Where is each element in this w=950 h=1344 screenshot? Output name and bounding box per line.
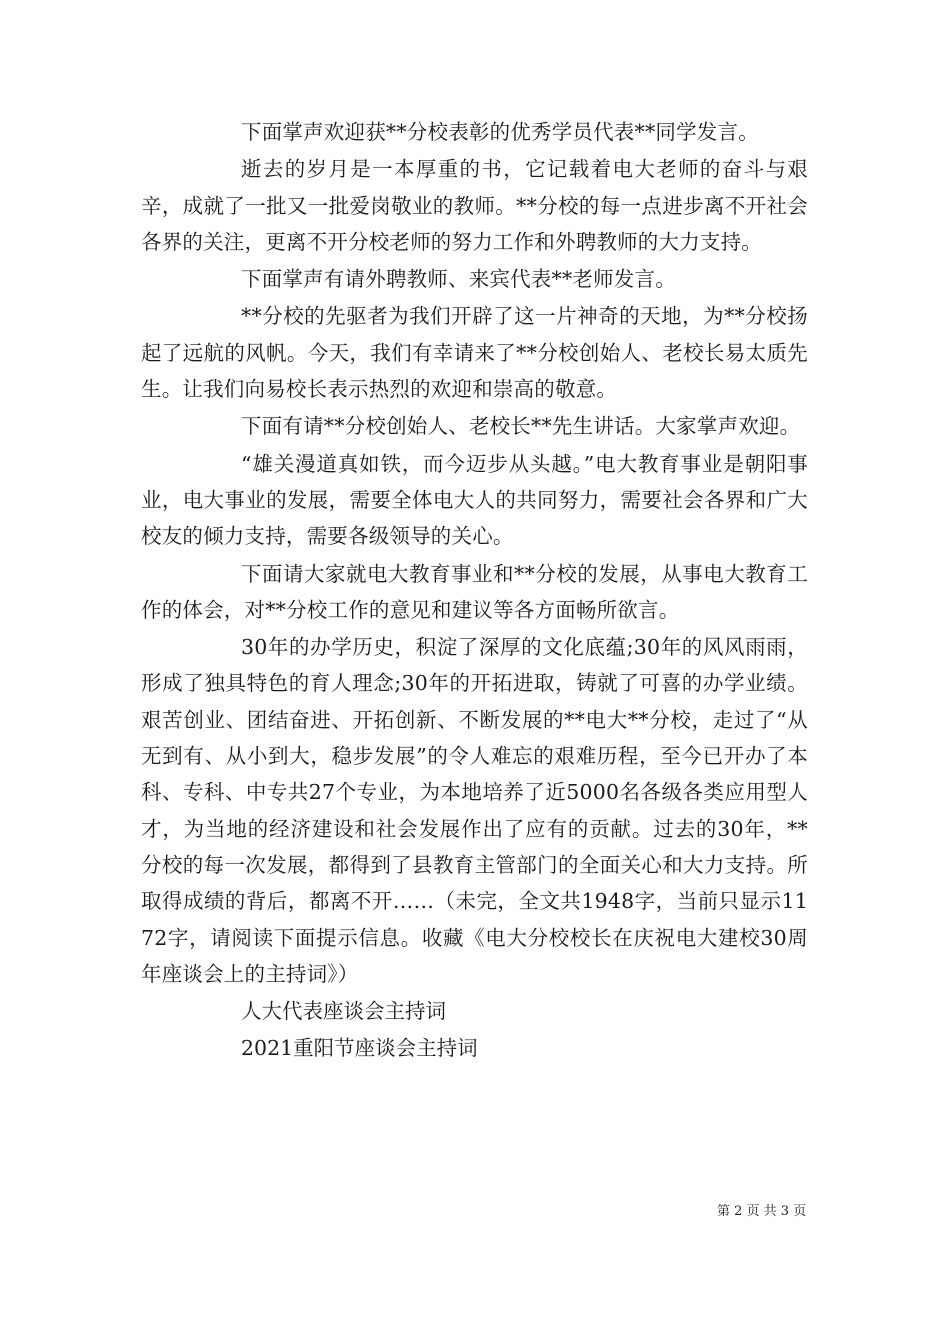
paragraph: 下面有请**分校创始人、老校长**先生讲话。大家掌声欢迎。 — [241, 414, 801, 439]
page-number: 第 2 页 共 3 页 — [717, 1204, 807, 1219]
paragraph: 下面请大家就电大教育事业和**分校的发展，从事电大教育工作的体会，对**分校工作的意见和建议等各方面畅所欲言。 — [141, 561, 808, 622]
related-title-link[interactable]: 2021重阳节座谈会主持词 — [241, 1036, 478, 1061]
paragraph: **分校的先驱者为我们开辟了这一片神奇的天地，为**分校扬起了远航的风帆。今天，我们有幸请来了**分校创始人、老校长易太质先生。让我们向易校长表示热烈的欢迎和崇高的敬意。 — [141, 304, 808, 402]
paragraph: 下面掌声欢迎获**分校表彰的优秀学员代表**同学发言。 — [241, 120, 759, 144]
related-title-link[interactable]: 人大代表座谈会主持词 — [241, 999, 446, 1024]
paragraph: 逝去的岁月是一本厚重的书，它记载着电大老师的奋斗与艰辛，成就了一批又一批爱岗敬业的教师。**分校的每一点进步离不开社会各界的关注，更离不开分校老师的努力工作和外聘教师的大力支持。 — [141, 157, 808, 254]
paragraph: 30年的办学历史，积淀了深厚的文化底蕴;30年的风风雨雨，形成了独具特色的育人理念;30年的开拓进取，铸就了可喜的办学业绩。艰苦创业、团结奋进、开拓创新、不断发展的**电大**分校，走过了“从无到有、从小到大，稳步发展”的令人难忘的艰难历程，至今已开办了本科、专科、中专共27个专业，为本地培养了近5000名各级各类应用型人才，为当地的经济建设和社会发展作出了应有的贡献。过去的30年，**分校的每一次发展，都得到了县教育主管部门的全面关心和大力支持。所取得成绩的背后，都离不开……（未完，全文共1948字，当前只显示1172字，请阅读下面提示信息。收藏《电大分校校长在庆祝电大建校30周年座谈会上的主持词》） — [141, 635, 808, 986]
document-body — [141, 114, 808, 1068]
paragraph: “雄关漫道真如铁，而今迈步从头越。”电大教育事业是朝阳事业，电大事业的发展，需要全体电大人的共同努力，需要社会各界和广大校友的倾力支持，需要各级领导的关心。 — [141, 451, 808, 549]
paragraph: 下面掌声有请外聘教师、来宾代表**老师发言。 — [241, 267, 676, 292]
